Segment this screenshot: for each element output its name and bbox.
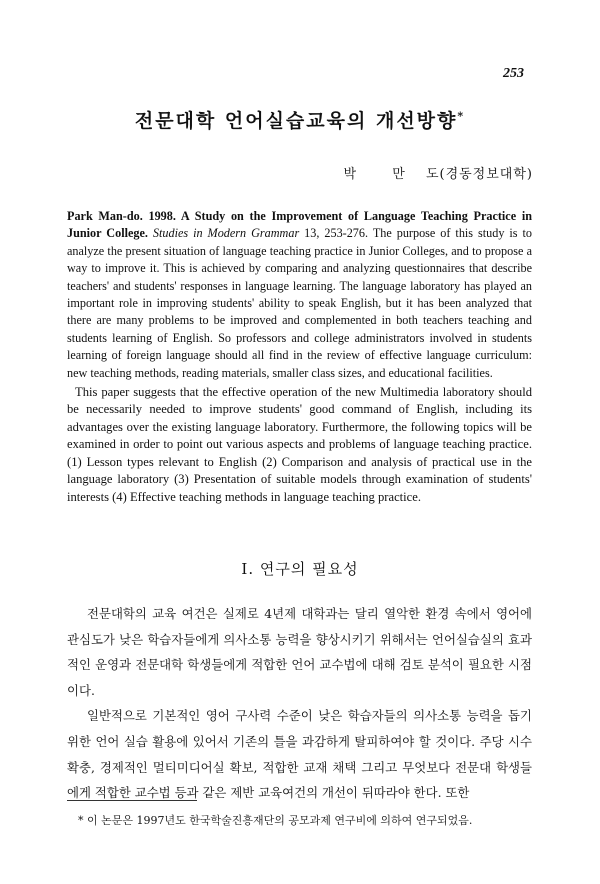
author-line xyxy=(344,163,533,182)
author-name-part1: 박 만 xyxy=(343,167,421,182)
page-number: 253 xyxy=(503,66,524,81)
abstract-volume-pages: 13, 253-276. xyxy=(299,226,373,241)
abstract-journal: Studies in Modern Grammar xyxy=(152,226,300,241)
body-paragraph-1: 전문대학의 교육 여건은 실제로 4년제 대학과는 달리 열악한 환경 속에서 영어에 관심도가 낮은 학습자들에게 의사소통 능력을 향상시키기 위해서는 언어실습실의 효과적인 운영과 전문대학 학생들에게 적합한 언어 교수법에 대해 검토 분석이 필요한 시점이다. xyxy=(67,606,532,698)
abstract-paragraph-1-text: The purpose of this study is to analyze the present situation of language teaching practice in Junior Colleges, and to propose a way to improve it. This is achieved by comparing and analyzing questionnaires that describe teachers' and students' responses in language learning. The language laboratory has played an important role in improving students' ability to speak English, but it has been analyzed that there are many problems to be improved and complemented in both teachers teaching and students learning of English. So professors and college administrators involved in students learning of foreign language should all find in the review of effective language curriculum: new teaching methods, reading materials, smaller class sizes, and educational facilities. xyxy=(67,226,532,380)
section-body xyxy=(67,601,532,806)
section-heading: I. 연구의 필요성 xyxy=(241,560,359,578)
footnote: * 이 논문은 1997년도 한국학술진흥재단의 공모과제 연구비에 의하여 연구되었음. xyxy=(78,814,473,827)
abstract xyxy=(67,208,532,506)
body-paragraph-2: 일반적으로 기본적인 영어 구사력 수준이 낮은 학습자들의 의사소통 능력을 돕기 위한 언어 실습 활용에 있어서 기존의 틀을 과감하게 탈피하여야 할 것이다. 주당 시수 확충, 경제적인 멀티미디어실 확보, 적합한 교재 채택 그리고 무엇보다 전문대 학생들에게 적합한 교수법 등과 같은 제반 교육여건의 개선이 뒤따라야 한다. 또한 xyxy=(67,708,532,801)
paper-title xyxy=(0,106,600,133)
abstract-paragraph-2: This paper suggests that the effective operation of the new Multimedia laboratory should be necessarily needed to improve students' good command of English, including its advantages over the existing language laboratory. Furthermore, the following topics will be examined in order to point out various aspects and problems of language teaching practice. (1) Lesson types relevant to English (2) Comparison and analysis of practical use in the language laboratory (3) Presentation of suitable models through examination of students' interests (4) Effective teaching methods in language teaching practice. xyxy=(67,385,532,504)
title-footnote-mark: * xyxy=(457,109,466,123)
abstract-paragraph-1 xyxy=(67,208,532,382)
abstract-citation: Park Man-do. 1998. A Study on the Improvement of Language Teaching Practice in Junior College. xyxy=(67,209,532,241)
footnote-divider xyxy=(67,800,197,801)
paper-title-text: 전문대학 언어실습교육의 개선방향 xyxy=(134,110,458,132)
author-name-part2: 도(경동정보대학) xyxy=(425,167,533,182)
